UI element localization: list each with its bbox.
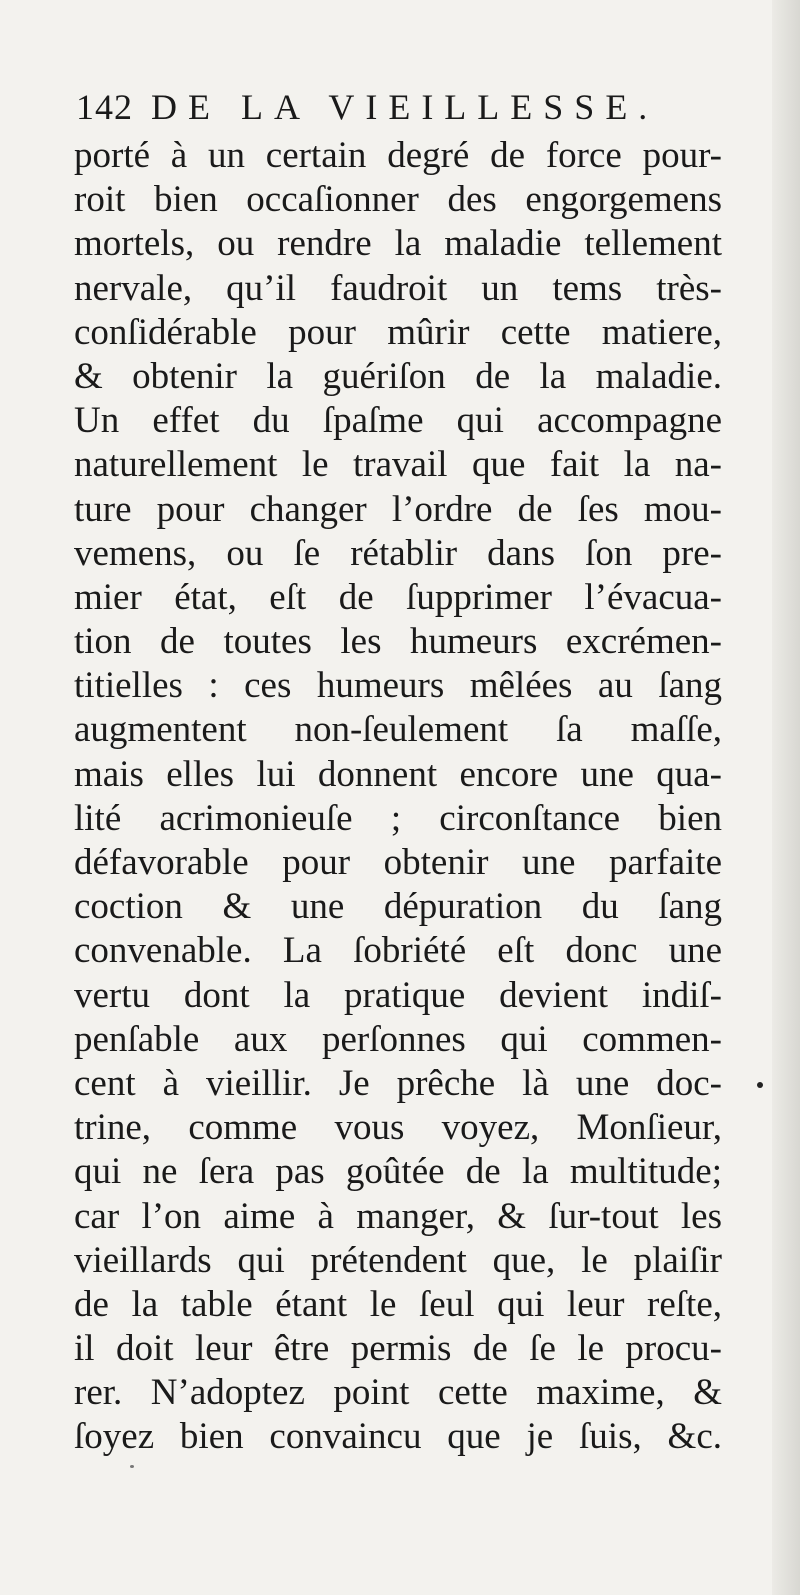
text-line: mais elles lui donnent encore une qua-	[74, 753, 722, 795]
body-text	[74, 134, 722, 1460]
text-line: porté à un certain degré de force pour-	[74, 135, 722, 176]
text-line: défavorable pour obtenir une parfaite	[74, 842, 722, 883]
page-edge-shadow	[772, 0, 800, 1595]
text-line: lité acrimonieuſe ; circonſtance bien	[74, 797, 722, 839]
text-line: nervale, qu’il faudroit un tems très-	[74, 267, 722, 309]
text-line: il doit leur être permis de ſe le procu-	[74, 1328, 722, 1370]
ink-speck	[130, 1465, 134, 1468]
text-line: roit bien occaſionner des engorgemens	[74, 179, 722, 221]
text-line: ture pour changer l’ordre de ſes mou-	[74, 488, 722, 530]
text-line: tion de toutes les humeurs excrémen-	[74, 621, 722, 663]
text-line: mier état, eſt de ſupprimer l’évacua-	[74, 576, 722, 618]
text-line: mortels, ou rendre la maladie tellement	[74, 223, 722, 265]
text-line: ſoyez bien convaincu que je ſuis, &c.	[74, 1416, 722, 1458]
text-line: Un effet du ſpaſme qui accompagne	[74, 400, 722, 442]
text-line: vertu dont la pratique devient indiſ-	[74, 974, 722, 1016]
text-line: de la table étant le ſeul qui leur reſte,	[74, 1283, 722, 1325]
text-line: & obtenir la guériſon de la maladie.	[74, 355, 722, 397]
text-line: convenable. La ſobriété eſt donc une	[74, 930, 722, 972]
text-line: coction & une dépuration du ſang	[74, 886, 722, 928]
running-title: DE LA VIEILLESSE.	[151, 87, 659, 127]
text-line: naturellement le travail que fait la na-	[74, 444, 722, 486]
text-line: trine, comme vous voyez, Monſieur,	[74, 1107, 722, 1149]
text-line: titielles : ces humeurs mêlées au ſang	[74, 665, 722, 707]
text-line: conſidérable pour mûrir cette matiere,	[74, 311, 722, 353]
text-line: vieillards qui prétendent que, le plaiſir	[74, 1239, 722, 1281]
page-number: 142	[76, 87, 133, 127]
text-line: vemens, ou ſe rétablir dans ſon pre-	[74, 532, 722, 574]
text-line: augmentent non-ſeulement ſa maſſe,	[74, 709, 722, 751]
text-line: qui ne ſera pas goûtée de la multitude;	[74, 1151, 722, 1193]
ink-speck	[757, 1082, 763, 1088]
text-line: penſable aux perſonnes qui commen-	[74, 1018, 722, 1060]
text-line: car l’on aime à manger, & ſur-tout les	[74, 1195, 722, 1237]
running-head	[76, 82, 716, 132]
text-line: cent à vieillir. Je prêche là une doc-	[74, 1062, 722, 1104]
text-line: rer. N’adoptez point cette maxime, &	[74, 1372, 722, 1414]
